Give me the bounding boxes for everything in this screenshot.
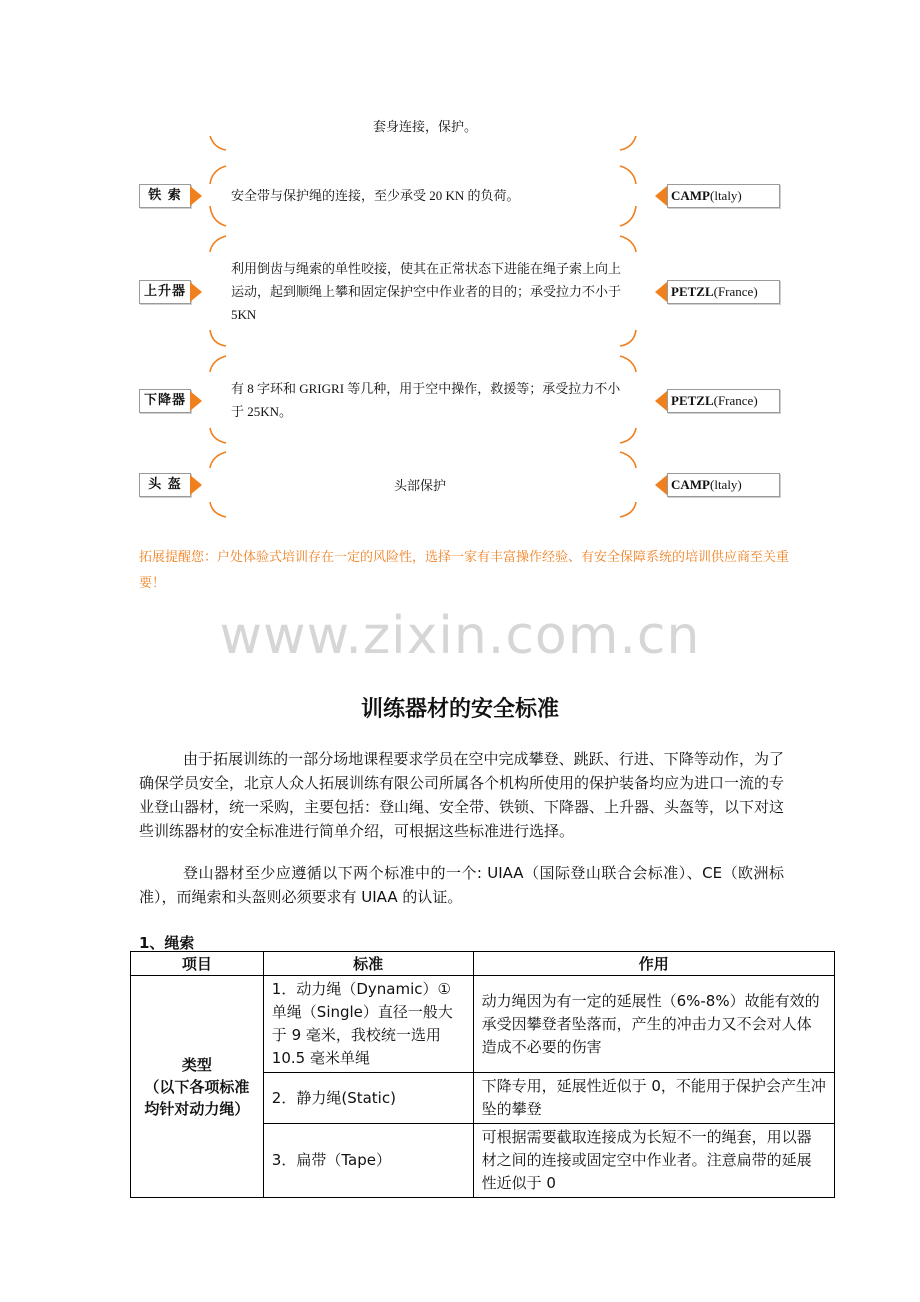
- equipment-desc-ascender: 利用倒齿与绳索的单性咬接，使其在正常状态下进能在绳子索上向上运动，起到顺绳上攀和固定保护空中作业者的目的；承受拉力不小于 5KN: [231, 261, 622, 322]
- standard-cell: 3．扁带（Tape）: [263, 1124, 473, 1198]
- equipment-label-carabiner: 铁 索: [139, 184, 191, 208]
- bracket-arc: [210, 166, 226, 184]
- brand-name: CAMP: [671, 188, 710, 203]
- bracket-arc: [210, 206, 226, 226]
- bracket-arc: [210, 502, 226, 517]
- bracket-arc: [210, 452, 226, 468]
- warning-text: 拓展提醒您：户处体验式培训存在一定的风险性，选择一家有丰富操作经验、有安全保障系统的培训供应商至关重要！: [139, 549, 790, 590]
- arrow-left-icon: [655, 282, 667, 302]
- table-header-row: [131, 952, 835, 976]
- table-row: [131, 976, 835, 1073]
- type-sublabel: （以下各项标准均针对动力绳）: [144, 1077, 250, 1118]
- brand-name: PETZL: [671, 393, 714, 408]
- brand-box-helmet: [667, 473, 780, 497]
- header-effect: 作用: [473, 952, 834, 976]
- header-standard: 标准: [263, 952, 473, 976]
- standards-paragraph: 登山器材至少应遵循以下两个标准中的一个: UIAA（国际登山联合会标准）、CE（欧洲标准），而绳索和头盔则必须要求有 UIAA 的认证。: [139, 864, 784, 906]
- bracket-arc: [620, 166, 636, 184]
- brand-origin: (ltaly): [710, 188, 742, 203]
- intro-paragraph: 由于拓展训练的一部分场地课程要求学员在空中完成攀登、跳跃、行进、下降等动作，为了确保学员安全，北京人众人拓展训练有限公司所属各个机构所使用的保护装备均应为进口一流的专业登山器材，统一采购，主要包括：登山绳、安全带、铁锁、下降器、上升器、头盔等，以下对这些训练器材的安全标准进行简单介绍，可根据这些标准进行选择。: [139, 750, 785, 840]
- equipment-label-helmet: 头 盔: [139, 473, 191, 497]
- arrow-right-icon: [190, 391, 202, 411]
- effect-cell: 动力绳因为有一定的延展性（6%-8%）故能有效的承受因攀登者坠落而，产生的冲击力又不会对人体造成不必要的伤害: [473, 976, 834, 1073]
- brand-name: PETZL: [671, 284, 714, 299]
- bracket-arc: [620, 356, 636, 372]
- watermark: www.zixin.com.cn: [219, 606, 701, 666]
- bracket-arc: [620, 428, 636, 443]
- header-item: 项目: [131, 952, 264, 976]
- bracket-arc: [210, 236, 226, 252]
- bracket-arc: [620, 330, 636, 346]
- bracket-arc: [620, 502, 636, 517]
- bracket-arc: [210, 428, 226, 443]
- brand-origin: (ltaly): [710, 477, 742, 492]
- equipment-desc-helmet: 头部保护: [393, 478, 446, 493]
- brand-box-descender: [667, 389, 780, 413]
- page-title: 训练器材的安全标准: [360, 697, 559, 722]
- bracket-arc: [620, 452, 636, 468]
- equipment-desc-carabiner: 安全带与保护绳的连接，至少承受 20 KN 的负荷。: [231, 188, 520, 203]
- effect-cell: 下降专用，延展性近似于 0，不能用于保护会产生冲坠的攀登: [473, 1073, 834, 1124]
- bracket-arc: [210, 330, 226, 346]
- type-cell: [131, 976, 264, 1198]
- equipment-label-ascender: 上升器: [139, 280, 191, 304]
- type-label: 类型: [181, 1055, 212, 1074]
- arrow-left-icon: [655, 475, 667, 495]
- top-text: 套身连接，保护。: [372, 119, 477, 134]
- standard-cell: 1．动力绳（Dynamic）①单绳（Single）直径一般大于 9 毫米，我校统一选用 10.5 毫米单绳: [263, 976, 473, 1073]
- arrow-right-icon: [190, 475, 202, 495]
- bracket-arc: [620, 136, 636, 150]
- bracket-arc: [210, 136, 226, 150]
- arrow-left-icon: [655, 391, 667, 411]
- equipment-desc-descender: 有 8 字环和 GRIGRI 等几种，用于空中操作，救援等；承受拉力不小于 25KN。: [231, 381, 621, 419]
- equipment-label-descender: 下降器: [139, 389, 191, 413]
- brand-name: CAMP: [671, 477, 710, 492]
- bracket-arc: [620, 236, 636, 252]
- arrow-left-icon: [655, 186, 667, 206]
- standard-cell: 2．静力绳(Static): [263, 1073, 473, 1124]
- brand-box-carabiner: [667, 184, 780, 208]
- brand-origin: (France): [713, 284, 758, 299]
- bracket-arc: [210, 356, 226, 372]
- brand-origin: (France): [713, 393, 758, 408]
- brand-box-ascender: [667, 280, 780, 304]
- section-heading: 1、绳索: [139, 934, 195, 952]
- arrow-right-icon: [190, 282, 202, 302]
- arrow-right-icon: [190, 186, 202, 206]
- effect-cell: 可根据需要截取连接成为长短不一的绳套，用以器材之间的连接或固定空中作业者。注意扁带的延展性近似于 0: [473, 1124, 834, 1198]
- rope-standards-table: [130, 951, 835, 1198]
- bracket-arc: [620, 206, 636, 226]
